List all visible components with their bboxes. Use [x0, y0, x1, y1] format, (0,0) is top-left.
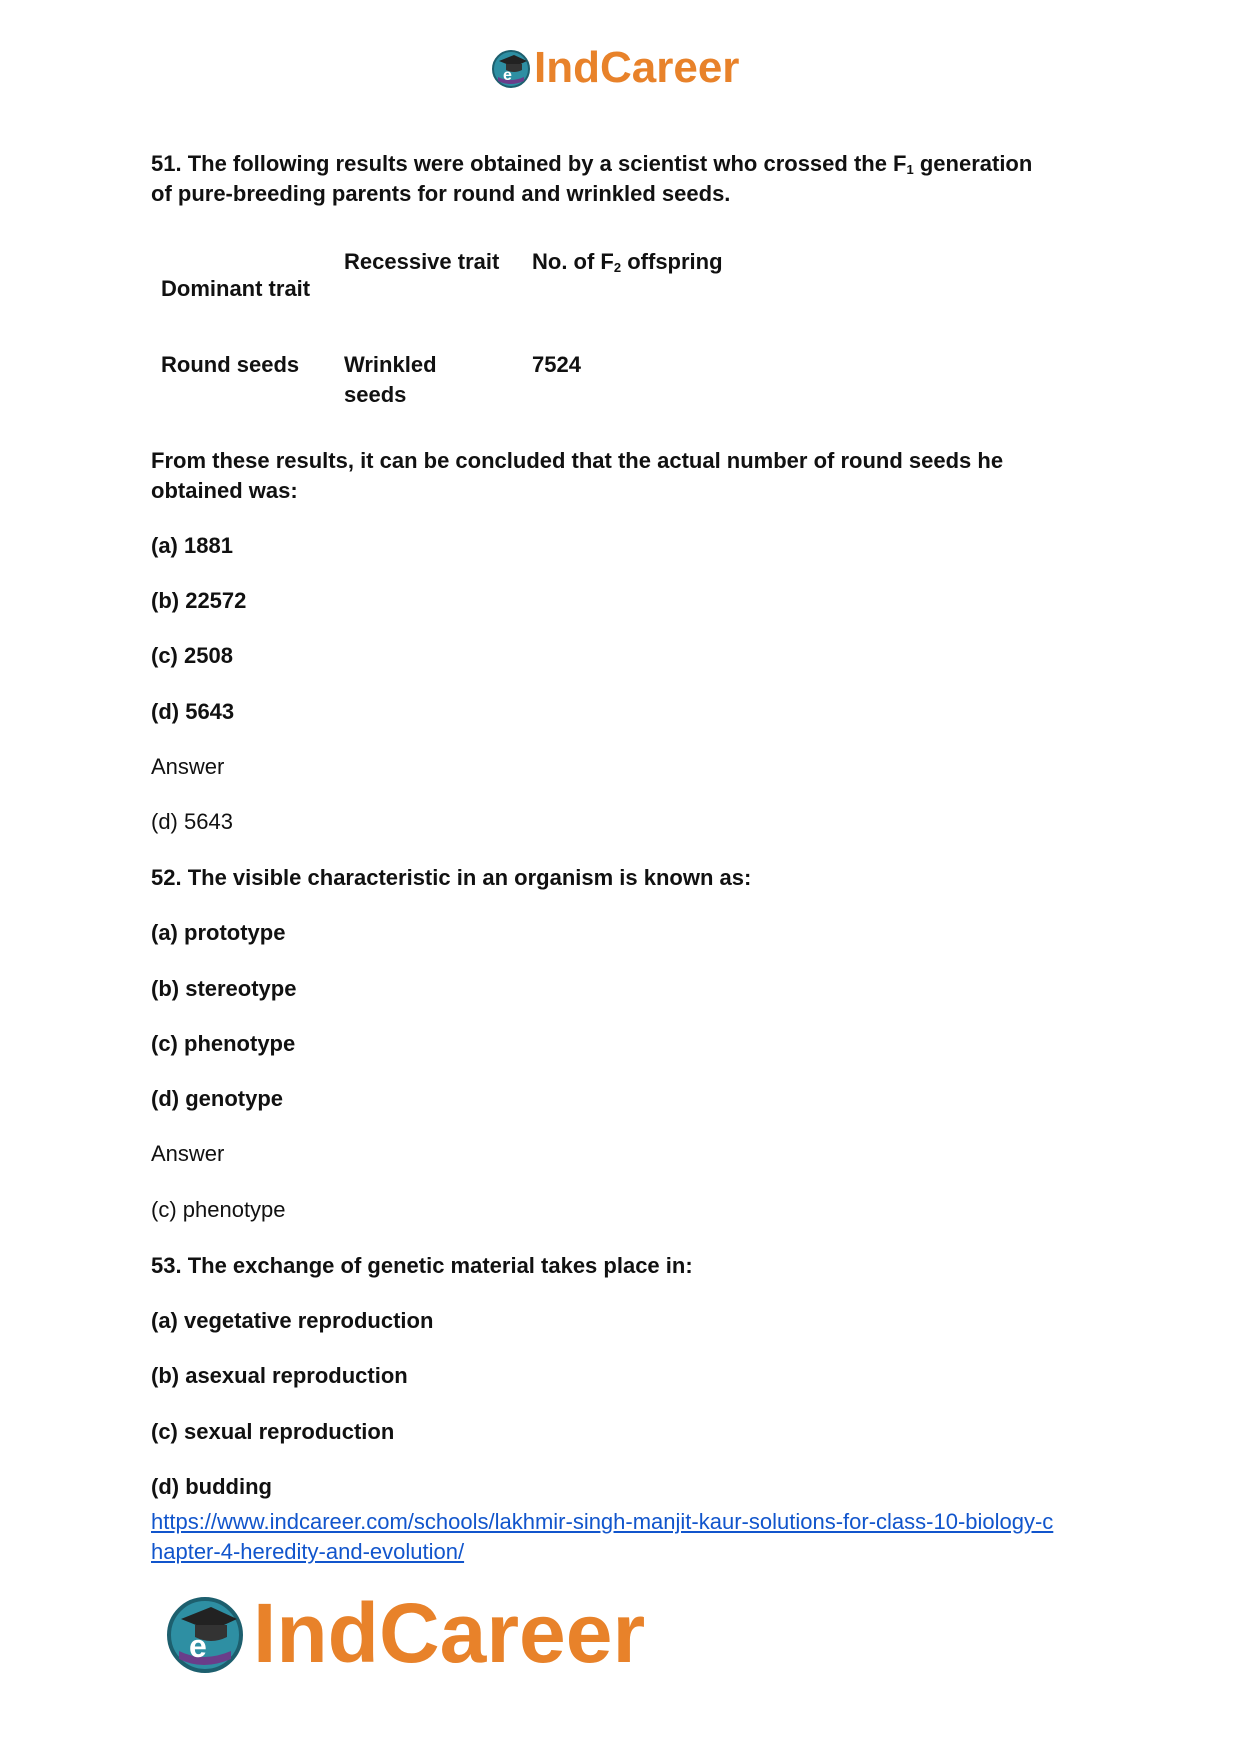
header-logo — [490, 42, 739, 94]
q51-answer: (d) 5643 — [151, 809, 233, 834]
q52-option-c: (c) phenotype — [151, 1031, 296, 1056]
q53-option-a: (a) vegetative reproduction — [151, 1308, 434, 1333]
globe-icon — [490, 47, 532, 89]
source-link-line2[interactable]: hapter-4-heredity-and-evolution/ — [151, 1539, 465, 1564]
q51-question-line1: 51. The following results were obtained by a scientist who crossed the $F_1$ generation — [151, 151, 1033, 177]
table-cell-wrinkled: Wrinkled — [344, 352, 437, 377]
q51-option-a: (a) 1881 — [151, 533, 233, 558]
q53-option-b: (b) asexual reproduction — [151, 1363, 408, 1388]
q53-question: 53. The exchange of genetic material takes place in: — [151, 1253, 693, 1278]
svg-text:e: e — [503, 67, 512, 84]
footer-logo — [163, 1588, 645, 1678]
q52-question: 52. The visible characteristic in an organism is known as: — [151, 865, 752, 890]
source-link-line1[interactable]: https://www.indcareer.com/schools/lakhmir-singh-manjit-kaur-solutions-for-class-10-biology-c — [151, 1509, 1054, 1534]
q51-stem-line2: obtained was: — [151, 478, 298, 503]
q53-option-d: (d) budding — [151, 1474, 272, 1499]
q51-question-line2: of pure-breeding parents for round and wrinkled seeds. — [151, 181, 731, 206]
q51-option-b: (b) 22572 — [151, 588, 247, 613]
globe-icon — [163, 1591, 247, 1675]
brand-wordmark: IndCareer — [534, 43, 740, 92]
table-header-recessive: Recessive trait — [344, 249, 500, 274]
table-cell-offspring-count: 7524 — [532, 352, 581, 377]
q52-answer: (c) phenotype — [151, 1197, 286, 1222]
brand-wordmark: IndCareer — [253, 1586, 646, 1680]
q51-option-d: (d) 5643 — [151, 699, 235, 724]
q52-option-b: (b) stereotype — [151, 976, 297, 1001]
table-header-dominant: Dominant trait — [161, 276, 311, 301]
q51-answer-label: Answer — [151, 754, 225, 779]
q52-answer-label: Answer — [151, 1141, 225, 1166]
table-header-offspring: No. of $F_2$ offspring — [532, 249, 723, 275]
q51-option-c: (c) 2508 — [151, 643, 233, 668]
svg-text:e: e — [189, 1628, 207, 1664]
table-cell-round-seeds: Round seeds — [161, 352, 300, 377]
q52-option-d: (d) genotype — [151, 1086, 283, 1111]
q53-option-c: (c) sexual reproduction — [151, 1419, 395, 1444]
q51-stem-line1: From these results, it can be concluded that the actual number of round seeds he — [151, 448, 1004, 473]
table-cell-wrinkled-seeds: seeds — [344, 382, 407, 407]
q52-option-a: (a) prototype — [151, 920, 286, 945]
